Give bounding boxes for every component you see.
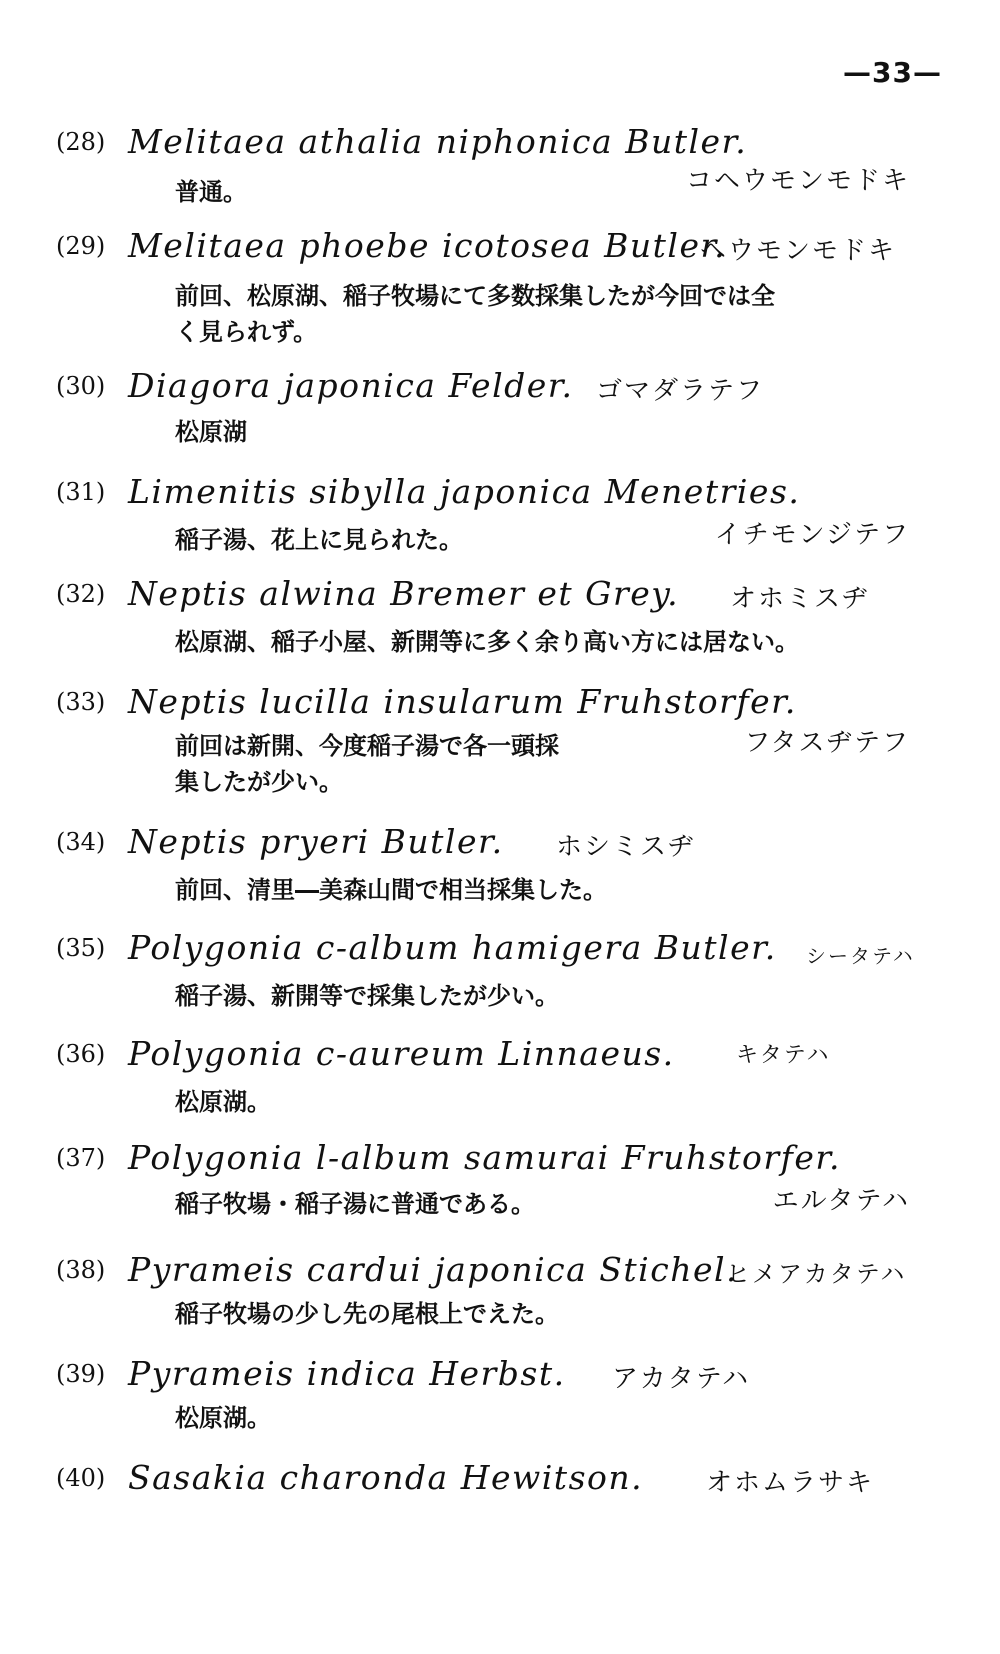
scientific-name: Neptis pryeri Butler. — [128, 822, 504, 861]
scientific-name: Sasakia charonda Hewitson. — [128, 1458, 644, 1497]
entry-note — [175, 522, 463, 558]
scientific-name: Neptis alwina Bremer et Grey. — [128, 574, 680, 613]
note-line: 松原湖。 — [175, 1404, 271, 1432]
entry-note — [175, 624, 799, 660]
entry-note — [175, 978, 559, 1014]
entry-number: (36) — [56, 1040, 106, 1068]
note-line: 稲子牧場の少し先の尾根上でえた。 — [175, 1300, 559, 1328]
entry-number: (37) — [56, 1144, 106, 1172]
japanese-name: シータテハ — [806, 944, 915, 968]
scientific-name: Melitaea athalia niphonica Butler. — [128, 122, 748, 161]
entry-note — [175, 1400, 271, 1436]
scientific-name: Polygonia c-aureum Linnaeus. — [128, 1034, 675, 1073]
japanese-name: オホミスヂ — [730, 584, 870, 614]
note-line: 稲子牧場・稲子湯に普通である。 — [175, 1190, 535, 1218]
japanese-name: ヘウモンモドキ — [700, 236, 897, 266]
japanese-name: ホシミスヂ — [556, 832, 696, 862]
entry-number: (28) — [56, 128, 106, 156]
scientific-name: Limenitis sibylla japonica Menetries. — [128, 472, 801, 511]
entry-number: (33) — [56, 688, 106, 716]
entry-note — [175, 414, 247, 450]
page-number: —33— — [843, 56, 942, 89]
scientific-name: Polygonia l-album samurai Fruhstorfer. — [128, 1138, 842, 1177]
entry-note — [175, 728, 559, 800]
entry-number: (38) — [56, 1256, 106, 1284]
entry-number: (31) — [56, 478, 106, 506]
japanese-name: エルタテハ — [772, 1186, 910, 1216]
note-line: 前回、松原湖、稲子牧場にて多数採集したが今回では全 — [175, 282, 775, 310]
entry-number: (29) — [56, 232, 106, 260]
entry-note — [175, 278, 775, 350]
entry-note — [175, 1186, 535, 1222]
entry-number: (34) — [56, 828, 106, 856]
entry-number: (35) — [56, 934, 106, 962]
note-line: く見られず。 — [175, 318, 318, 346]
scientific-name: Melitaea phoebe icotosea Butler. — [128, 226, 727, 265]
entry-number: (32) — [56, 580, 106, 608]
note-line: 前回は新開、今度稲子湯で各一頭採 — [175, 732, 559, 760]
japanese-name: ヒメアカタテハ — [726, 1260, 907, 1288]
japanese-name: オホムラサキ — [706, 1468, 875, 1498]
scientific-name: Pyrameis cardui japonica Stichel. — [128, 1250, 739, 1289]
note-line: 稲子湯、新開等で採集したが少い。 — [175, 982, 559, 1010]
japanese-name: キタテハ — [736, 1043, 831, 1068]
japanese-name: アカタテハ — [612, 1364, 751, 1394]
scientific-name: Polygonia c-album hamigera Butler. — [128, 928, 777, 967]
note-line: 集したが少い。 — [175, 768, 343, 796]
entry-note — [175, 1084, 271, 1120]
note-line: 前回、清里―美森山間で相当採集した。 — [175, 876, 607, 904]
entry-number: (40) — [56, 1464, 106, 1492]
entry-number: (39) — [56, 1360, 106, 1388]
scientific-name: Pyrameis indica Herbst. — [128, 1354, 566, 1393]
entry-note — [175, 174, 247, 210]
japanese-name: ゴマダラテフ — [596, 376, 765, 406]
entry-note — [175, 1296, 559, 1332]
scientific-name: Neptis lucilla insularum Fruhstorfer. — [128, 682, 797, 721]
entry-note — [175, 872, 607, 908]
scientific-name: Diagora japonica Felder. — [128, 366, 574, 405]
japanese-name: フタスヂテフ — [744, 728, 910, 758]
note-line: 稲子湯、花上に見られた。 — [175, 526, 463, 554]
note-line: 松原湖 — [175, 418, 247, 446]
japanese-name: コヘウモンモドキ — [685, 166, 910, 196]
entry-number: (30) — [56, 372, 106, 400]
note-line: 松原湖、稲子小屋、新開等に多く余り高い方には居ない。 — [175, 628, 799, 656]
note-line: 松原湖。 — [175, 1088, 271, 1116]
note-line: 普通。 — [175, 178, 247, 206]
japanese-name: イチモンジテフ — [714, 520, 910, 550]
